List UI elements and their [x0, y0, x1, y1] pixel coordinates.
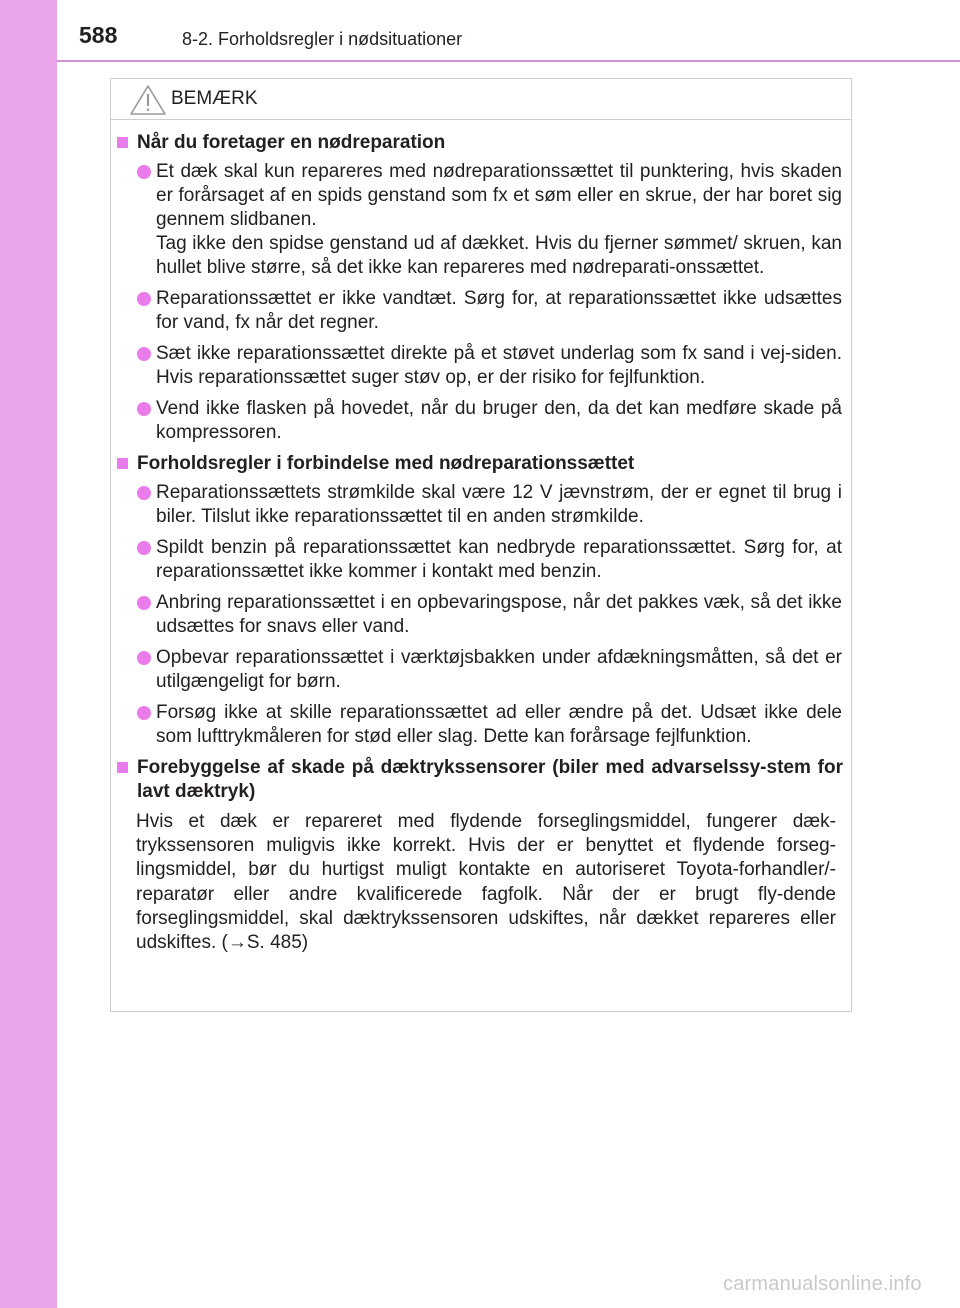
bullet-dot-icon — [137, 402, 151, 416]
section-heading — [117, 452, 843, 476]
side-color-bar — [0, 0, 57, 1308]
bullet-item — [156, 287, 842, 335]
bullet-text: Reparationssættet er ikke vandtæt. Sørg for, at reparationssættet ikke udsættes for vand, fx når det regner. — [156, 288, 842, 333]
bullet-text: Sæt ikke reparationssættet direkte på et støvet underlag som fx sand i vej-siden. Hvis reparationssættet suger støv op, er der risiko for fejlfunktion. — [156, 343, 842, 388]
section-heading — [117, 131, 843, 155]
notice-label: BEMÆRK — [171, 88, 258, 109]
bullet-text: Et dæk skal kun repareres med nødreparationssættet til punktering, hvis skaden er forårsaget af en spids genstand som fx et søm eller en skrue, der har boret sig gennem slidbanen. — [156, 161, 842, 230]
bullet-text: Reparationssættets strømkilde skal være 12 V jævnstrøm, der er egnet til brug i biler. Tilslut ikke reparationssættet til en anden strømkilde. — [156, 482, 842, 527]
page-number: 588 — [79, 22, 118, 48]
bullet-text: Spildt benzin på reparationssættet kan nedbryde reparationssættet. Sørg for, at reparationssættet ikke kommer i kontakt med benzin. — [156, 537, 842, 582]
bullet-item — [156, 481, 842, 529]
square-marker-icon — [117, 458, 128, 469]
section-heading-text: Forebyggelse af skade på dæktrykssensorer (biler med advarselssy-stem for lavt dæktryk) — [137, 757, 843, 802]
bullet-dot-icon — [137, 706, 151, 720]
bullet-item — [156, 591, 842, 639]
bullet-text: Tag ikke den spidse genstand ud af dækket. Hvis du fjerner sømmet/ skruen, kan hullet blive større, så det ikke kan repareres med nødreparati-onssættet. — [156, 233, 842, 278]
bullet-item — [156, 536, 842, 584]
square-marker-icon — [117, 762, 128, 773]
watermark: carmanualsonline.info — [723, 1273, 922, 1295]
bullet-item — [156, 646, 842, 694]
section-heading-text: Forholdsregler i forbindelse med nødreparationssættet — [137, 453, 635, 474]
bullet-dot-icon — [137, 165, 151, 179]
section-heading — [117, 756, 843, 804]
square-marker-icon — [117, 137, 128, 148]
bullet-text: Opbevar reparationssættet i værktøjsbakken under afdækningsmåtten, så det er utilgængeligt for børn. — [156, 647, 842, 692]
section-title: 8-2. Forholdsregler i nødsituationer — [182, 29, 463, 49]
bullet-dot-icon — [137, 292, 151, 306]
section-heading-text: Når du foretager en nødreparation — [137, 132, 446, 153]
bullet-text: Anbring reparationssættet i en opbevaringspose, når det pakkes væk, så det ikke udsættes for snavs eller vand. — [156, 592, 842, 637]
bullet-item — [156, 701, 842, 749]
bullet-dot-icon — [137, 486, 151, 500]
header-divider — [57, 60, 960, 62]
bullet-item — [156, 397, 842, 445]
bullet-text: Vend ikke flasken på hovedet, når du bruger den, da det kan medføre skade på kompressoren. — [156, 398, 842, 443]
bullet-text: Forsøg ikke at skille reparationssættet ad eller ændre på det. Udsæt ikke dele som lufttrykmåleren for stød eller slag. Dette kan forårsage fejlfunktion. — [156, 702, 842, 747]
notice-header — [111, 79, 851, 120]
bullet-dot-icon — [137, 596, 151, 610]
notice-body — [111, 131, 851, 955]
bullet-item — [156, 160, 842, 280]
bullet-dot-icon — [137, 541, 151, 555]
bullet-dot-icon — [137, 651, 151, 665]
section-paragraph: Hvis et dæk er repareret med flydende forseglingsmiddel, fungerer dæk-trykssensoren muligvis ikke korrekt. Hvis der er benyttet et flydende forseg-lingsmiddel, bør du hurtigst muligt kontakte en autoriseret Toyota-forhandler/-reparatør eller andre kvalificerede fagfolk. Når der er brugt fly-dende forseglingsmiddel, skal dæktrykssensoren udskiftes, når dækket repareres eller udskiftes. (→S. 485) — [136, 811, 836, 954]
bullet-item — [156, 342, 842, 390]
warning-triangle-icon — [129, 84, 167, 116]
bullet-dot-icon — [137, 347, 151, 361]
notice-box — [110, 78, 852, 1012]
